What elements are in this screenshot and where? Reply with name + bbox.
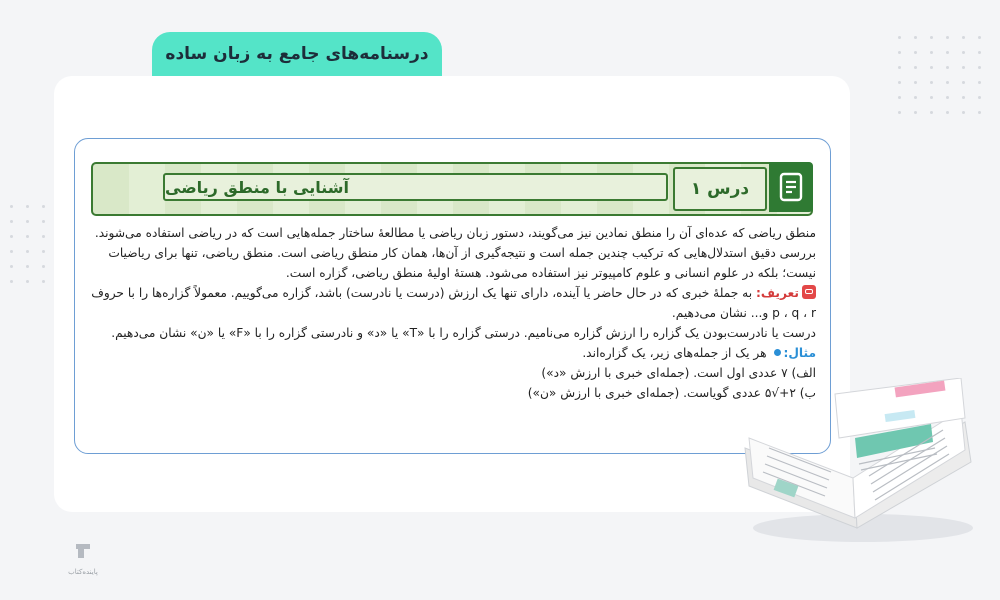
example-text: هر یک از جمله‌های زیر، یک گزاره‌اند. <box>582 346 767 360</box>
truth-value-paragraph: درست یا نادرست‌بودن یک گزاره را ارزش گزاره می‌نامیم. درستی گزاره را با «T» یا «د» و نادرستی گزاره را با «F» یا «ن» نشان می‌دهیم. <box>111 326 816 340</box>
example-label: مثال: <box>783 346 816 360</box>
decorative-dot-grid <box>898 36 982 114</box>
lesson-excerpt <box>74 138 831 454</box>
intro-paragraph: منطق ریاضی که عده‌ای آن را منطق نمادین نیز می‌گویند، دستور زبان ریاضی یا مطالعهٔ ساختار جمله‌هایی است که در ریاضی استفاده می‌شوند. بررسی دقیق استدلال‌هایی که ترکیب چندین جمله است و نتیجه‌گیری از آن‌ها، همان کار منطق ریاضی است. منطق ریاضی، تنها برای ریاضیات نیست؛ بلکه در علوم انسانی و علوم کامپیوتر نیز استفاده می‌شود. هستهٔ اولیهٔ منطق ریاضی، گزاره است. <box>94 226 816 280</box>
definition-icon <box>802 285 816 299</box>
example-item-a: الف) ۷ عددی اول است. (جمله‌ای خبری با ارزش «د») <box>541 366 816 380</box>
lesson-title: آشنایی با منطق ریاضی <box>163 173 668 201</box>
brand-logo-text: پاینده‌کتاب <box>68 568 98 576</box>
example-item-b: ب) ۲+√۵ عددی گویاست. (جمله‌ای خبری با ارزش «ن») <box>527 386 816 400</box>
brand-logo <box>58 540 108 576</box>
bullet-icon <box>774 349 781 356</box>
lesson-number: درس ۱ <box>673 167 767 211</box>
brand-logo-icon <box>72 540 94 562</box>
notebook-icon <box>769 162 813 212</box>
definition-text: به جملهٔ خبری که در حال حاضر یا آینده، دارای تنها یک ارزش (درست یا نادرست) باشد، گزاره می‌گوییم. معمولاً گزاره‌ها را با حروف p ، q ، r و... نشان می‌دهیم. <box>91 286 816 320</box>
example-paragraph <box>85 343 816 363</box>
page-title: درسنامه‌های جامع به زبان ساده <box>152 32 442 76</box>
definition-label: تعریف: <box>755 286 799 300</box>
lesson-body <box>85 223 816 403</box>
definition-paragraph <box>85 283 816 323</box>
decorative-dot-grid-left <box>10 205 46 283</box>
lesson-banner <box>91 162 813 216</box>
open-book-illustration <box>735 378 975 548</box>
